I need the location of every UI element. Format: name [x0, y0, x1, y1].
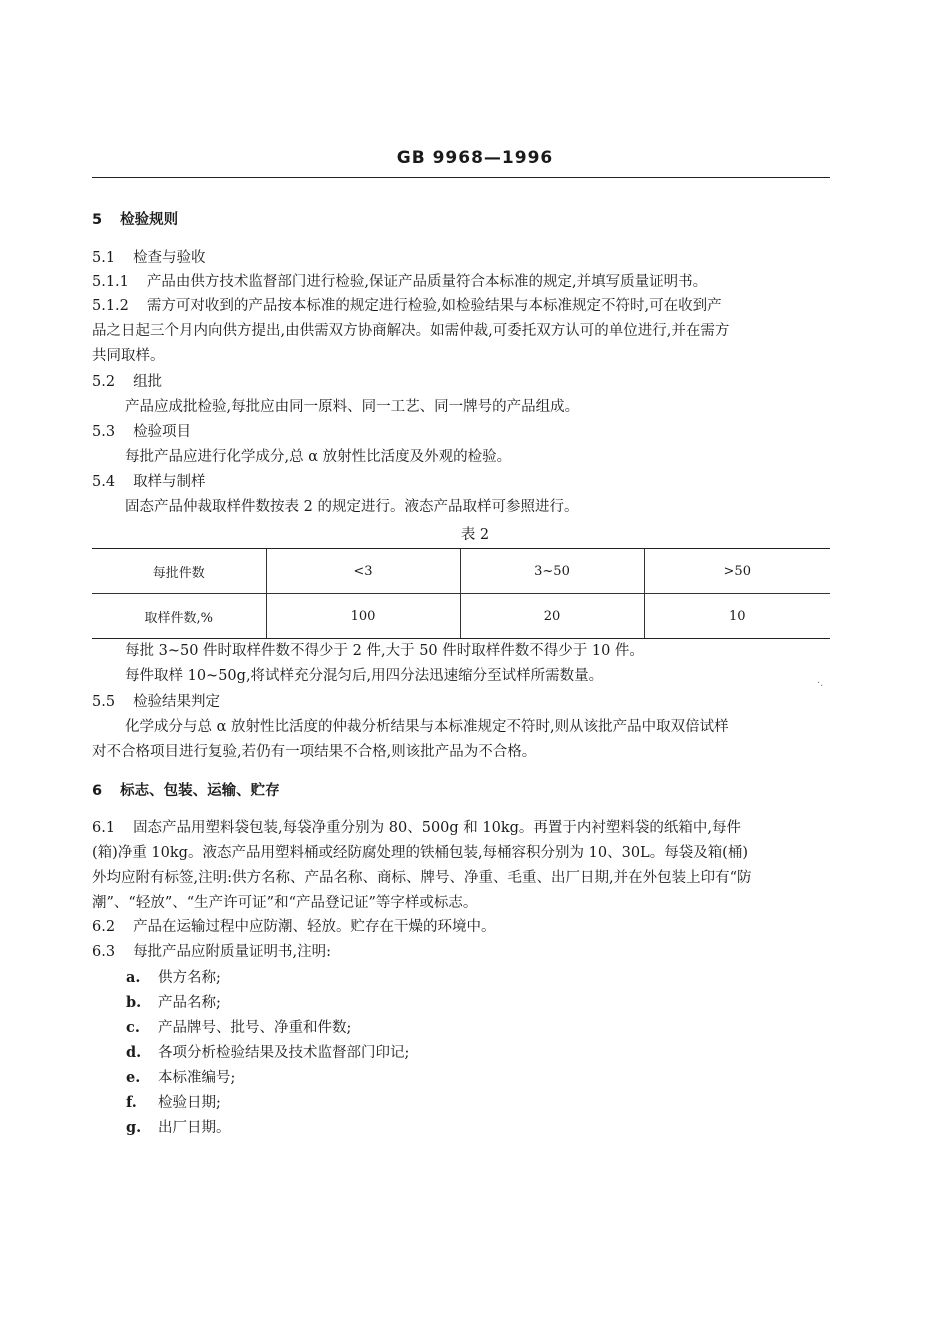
clause-number: 6.2	[92, 919, 116, 935]
clause-6-1	[92, 818, 741, 838]
list-label: f.	[126, 1094, 137, 1111]
list-label: b.	[126, 994, 142, 1011]
clause-5-1-2-line-2: 品之日起三个月内向供方提出,由供需双方协商解决。如需仲裁,可委托双方认可的单位进行,并在需方	[92, 323, 730, 339]
clause-number: 5.1.2	[92, 298, 129, 314]
table-cell: >50	[644, 549, 830, 594]
clause-text: 每批产品应附质量证明书,注明:	[133, 944, 332, 960]
list-label: a.	[126, 969, 141, 986]
list-label: g.	[126, 1119, 142, 1136]
list-text: 产品名称;	[158, 995, 221, 1011]
clause-text: 产品由供方技术监督部门进行检验,保证产品质量符合本标准的规定,并填写质量证明书。	[146, 274, 708, 290]
clause-title: 检验项目	[133, 424, 192, 440]
table-row	[92, 549, 830, 594]
clause-5-1	[92, 248, 206, 268]
list-item	[126, 1068, 235, 1088]
section-number: 5	[92, 212, 103, 228]
clause-5-5-line-2: 对不合格项目进行复验,若仍有一项结果不合格,则该批产品为不合格。	[92, 744, 537, 760]
list-label: d.	[126, 1044, 142, 1061]
section-5-heading	[92, 210, 178, 230]
clause-5-4-text: 固态产品仲裁取样件数按表 2 的规定进行。液态产品取样可参照进行。	[125, 499, 579, 515]
clause-5-1-2	[92, 296, 722, 316]
section-title: 标志、包装、运输、贮存	[120, 783, 280, 799]
sampling-note-1: 每批 3~50 件时取样件数不得少于 2 件,大于 50 件时取样件数不得少于 10 件。	[125, 643, 644, 659]
table-cell: 每批件数	[92, 549, 266, 594]
clause-5-1-2-line-3: 共同取样。	[92, 348, 165, 364]
list-item	[126, 1043, 409, 1063]
clause-5-5	[92, 692, 220, 712]
clause-6-2	[92, 917, 496, 937]
clause-5-2-text: 产品应成批检验,每批应由同一原料、同一工艺、同一牌号的产品组成。	[125, 399, 580, 415]
clause-title: 检验结果判定	[133, 694, 221, 710]
clause-6-3	[92, 942, 331, 962]
clause-6-1-line-3: 外均应附有标签,注明:供方名称、产品名称、商标、牌号、净重、毛重、出厂日期,并在外包装上印有“防	[92, 870, 752, 886]
list-text: 供方名称;	[158, 970, 221, 986]
clause-5-5-line-1: 化学成分与总 α 放射性比活度的仲裁分析结果与本标准规定不符时,则从该批产品中取双倍试样	[125, 719, 729, 735]
table-cell: 10	[644, 594, 830, 639]
list-text: 本标准编号;	[158, 1070, 236, 1086]
sampling-note-2: 每件取样 10~50g,将试样充分混匀后,用四分法迅速缩分至试样所需数量。	[125, 668, 604, 684]
clause-text-line-1: 固态产品用塑料袋包装,每袋净重分别为 80、500g 和 10kg。再置于内衬塑料袋的纸箱中,每件	[133, 820, 742, 836]
list-item	[126, 993, 221, 1013]
clause-5-1-1	[92, 272, 707, 292]
table-caption: 表 2	[460, 527, 490, 543]
header-rule	[92, 177, 830, 178]
list-item	[126, 1118, 231, 1138]
clause-5-2	[92, 372, 162, 392]
clause-title: 组批	[133, 374, 163, 390]
clause-number: 5.1.1	[92, 274, 129, 290]
table-cell: 取样件数,%	[92, 594, 266, 639]
clause-number: 5.4	[92, 474, 116, 490]
list-text: 检验日期;	[158, 1095, 221, 1111]
clause-5-4	[92, 472, 206, 492]
table-cell: 100	[266, 594, 460, 639]
clause-number: 6.3	[92, 944, 116, 960]
table-cell: <3	[266, 549, 460, 594]
list-text: 产品牌号、批号、净重和件数;	[158, 1020, 352, 1036]
clause-number: 6.1	[92, 820, 116, 836]
list-item	[126, 1093, 221, 1113]
clause-text: 产品在运输过程中应防潮、轻放。贮存在干燥的环境中。	[133, 919, 496, 935]
clause-number: 5.5	[92, 694, 116, 710]
list-label: e.	[126, 1069, 141, 1086]
section-number: 6	[92, 783, 103, 799]
clause-title: 检查与验收	[133, 250, 206, 266]
clause-6-1-line-2: (箱)净重 10kg。液态产品用塑料桶或经防腐处理的铁桶包装,每桶容积分别为 10、30L。每袋及箱(桶)	[92, 845, 749, 861]
clause-text-line-1: 需方可对收到的产品按本标准的规定进行检验,如检验结果与本标准规定不符时,可在收到产	[146, 298, 722, 314]
standard-header: GB 9968—1996	[396, 148, 554, 168]
table-row	[92, 594, 830, 639]
clause-number: 5.2	[92, 374, 116, 390]
table-cell: 20	[460, 594, 644, 639]
section-title: 检验规则	[120, 212, 179, 228]
scan-speck: ·.	[817, 678, 824, 689]
list-label: c.	[126, 1019, 140, 1036]
table-cell: 3~50	[460, 549, 644, 594]
list-text: 出厂日期。	[158, 1120, 231, 1136]
list-text: 各项分析检验结果及技术监督部门印记;	[158, 1045, 410, 1061]
clause-5-3-text: 每批产品应进行化学成分,总 α 放射性比活度及外观的检验。	[125, 449, 512, 465]
list-item	[126, 1018, 351, 1038]
clause-5-3	[92, 422, 191, 442]
clause-number: 5.1	[92, 250, 116, 266]
clause-number: 5.3	[92, 424, 116, 440]
section-6-heading	[92, 781, 280, 801]
clause-6-1-line-4: 潮”、“轻放”、“生产许可证”和“产品登记证”等字样或标志。	[92, 895, 478, 911]
sampling-table	[92, 548, 830, 639]
list-item	[126, 968, 221, 988]
clause-title: 取样与制样	[133, 474, 206, 490]
